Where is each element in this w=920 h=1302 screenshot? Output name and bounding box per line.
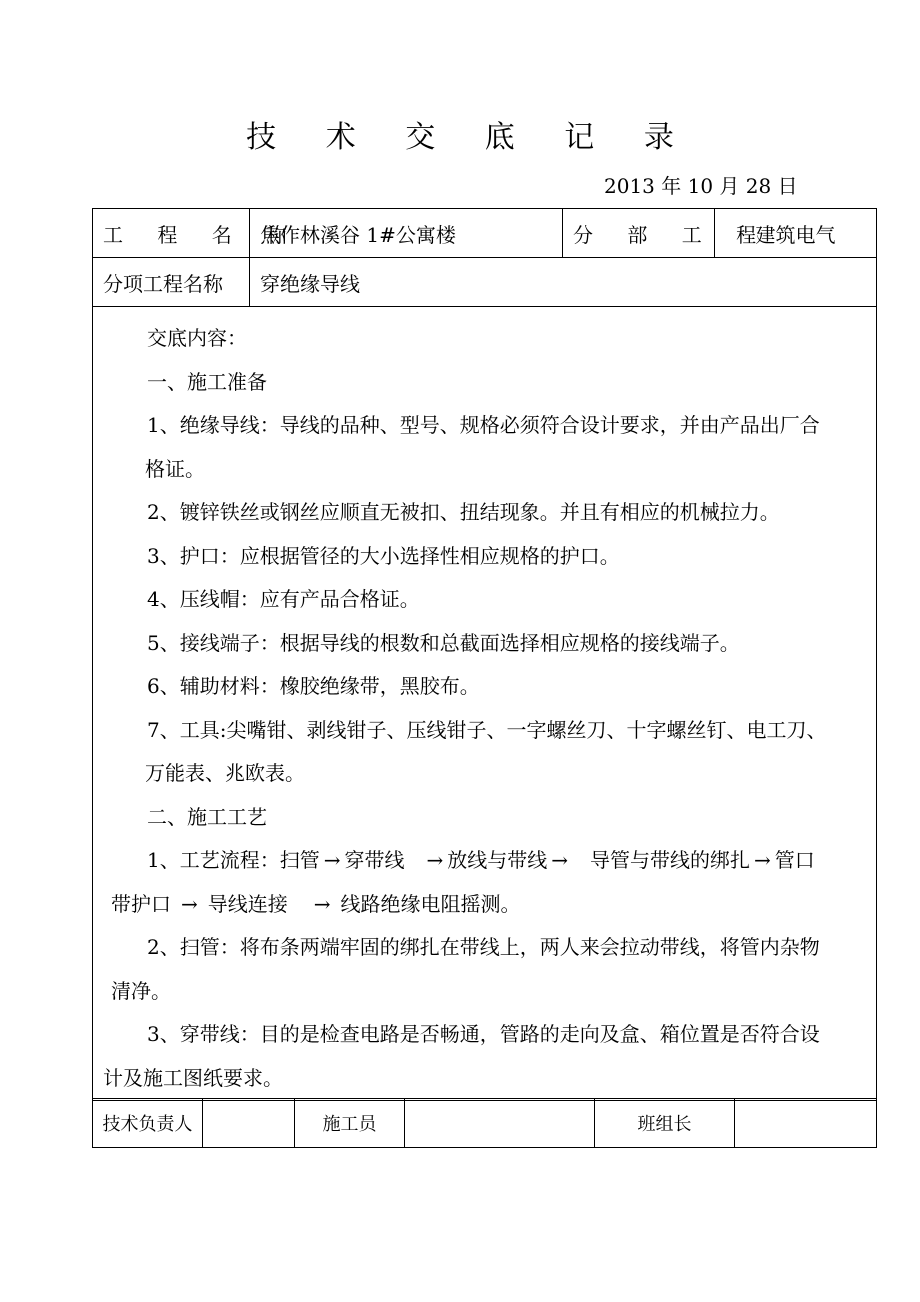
process-item-3: 3、穿带线：目的是检查电路是否畅通，管路的走向及盒、箱位置是否符合设 <box>147 1022 820 1046</box>
flow-step: 带护口 <box>111 891 171 916</box>
constructor-signature <box>405 1099 595 1148</box>
process-flow-line-1 <box>103 839 866 883</box>
constructor-label: 施工员 <box>295 1099 405 1148</box>
prep-item-1: 1、绝缘导线：导线的品种、型号、规格必须符合设计要求，并由产品出厂合 <box>147 413 820 437</box>
flow-step: 扫管 <box>279 848 320 872</box>
prep-item-7: 7、工具:尖嘴钳、剥线钳子、压线钳子、一字螺丝刀、十字螺丝钉、电工刀、 <box>147 717 827 742</box>
tech-lead-label: 技术负责人 <box>93 1099 203 1148</box>
document-date: 2013 年 10 月 28 日 <box>604 174 798 198</box>
prep-item-7-cont: 万能表、兆欧表。 <box>145 761 305 785</box>
content-heading: 交底内容： <box>147 326 247 350</box>
prep-item-4: 4、压线帽：应有产品合格证。 <box>147 587 420 611</box>
signature-table <box>92 1098 877 1148</box>
arrow-icon: → <box>323 848 341 872</box>
section-2-title: 二、施工工艺 <box>147 804 267 829</box>
project-name-label: 工 程 名 称 <box>93 209 250 258</box>
arrow-icon: → <box>551 848 569 872</box>
document-title: 技 术 交 底 记 录 <box>246 120 694 155</box>
process-item-2: 2、扫管：将布条两端牢固的绑扎在带线上，两人来会拉动带线，将管内杂物 <box>147 935 820 959</box>
prep-item-6: 6、辅助材料：橡胶绝缘带，黑胶布。 <box>147 674 480 698</box>
flow-step: 管口 <box>774 848 815 872</box>
flow-step: 导管与带线的绑扎 <box>590 848 751 872</box>
disclosure-content <box>93 307 876 1100</box>
tech-lead-signature <box>203 1099 295 1148</box>
process-flow-line-2 <box>103 883 866 927</box>
prep-item-3: 3、护口：应根据管径的大小选择性相应规格的护口。 <box>147 543 620 568</box>
subitem-label: 分项工程名称 <box>93 258 250 307</box>
prep-item-2: 2、镀锌铁丝或钢丝应顺直无被扣、扭结现象。并且有相应的机械拉力。 <box>147 500 780 524</box>
flow-step: 穿带线 <box>344 848 405 872</box>
process-item-3-cont: 计及施工图纸要求。 <box>103 1065 283 1090</box>
team-leader-signature <box>735 1099 877 1148</box>
section-1-title: 一、施工准备 <box>147 369 267 394</box>
process-item-2-cont: 清净。 <box>111 978 171 1003</box>
team-leader-label: 班组长 <box>595 1099 735 1148</box>
flow-step: 放线与带线 <box>447 848 548 872</box>
arrow-icon: → <box>426 848 444 872</box>
division-value: 建筑电气 <box>715 209 877 258</box>
prep-item-5: 5、接线端子：根据导线的根数和总截面选择相应规格的接线端子。 <box>147 630 740 655</box>
subitem-value: 穿绝缘导线 <box>250 258 877 307</box>
flow-step: 线路绝缘电阻摇测。 <box>340 891 521 916</box>
prep-item-1-cont: 格证。 <box>145 456 205 481</box>
arrow-icon: → <box>313 891 331 916</box>
division-label: 分 部 工 程 <box>563 209 715 258</box>
arrow-icon: → <box>754 848 771 872</box>
arrow-icon: → <box>181 891 198 916</box>
project-name-value: 焦作林溪谷 1#公寓楼 <box>250 209 563 258</box>
disclosure-table <box>92 208 877 1101</box>
flow-step: 导线连接 <box>207 891 288 916</box>
disclosure-content-cell <box>93 307 877 1101</box>
flow-prefix: 1、工艺流程： <box>147 848 280 872</box>
